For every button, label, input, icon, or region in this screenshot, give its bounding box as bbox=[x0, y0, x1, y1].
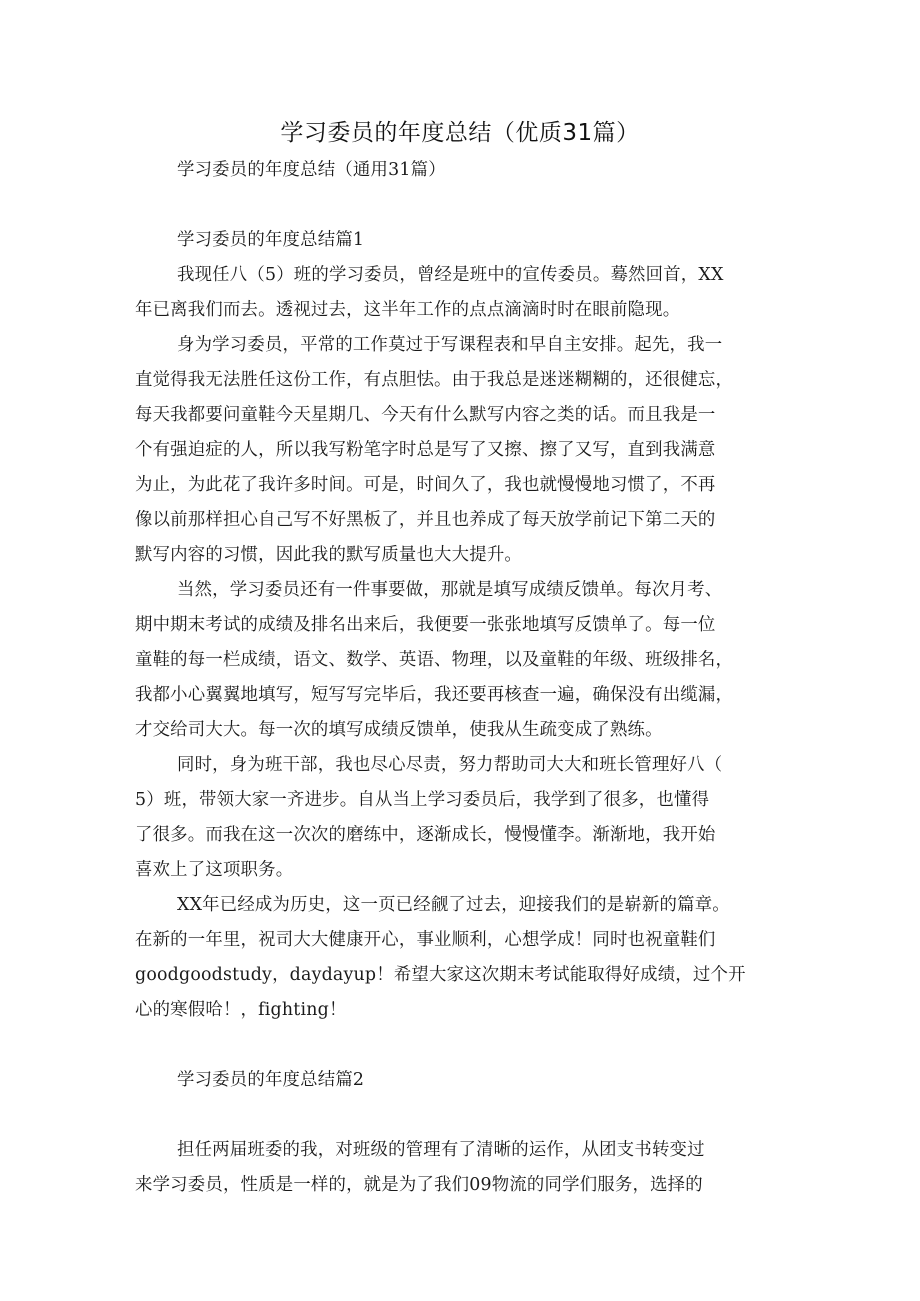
section-heading-2: 学习委员的年度总结篇2 bbox=[177, 1070, 365, 1090]
paragraph-line: 直觉得我无法胜任这份工作，有点胆怯。由于我总是迷迷糊糊的，还很健忘， bbox=[135, 370, 734, 390]
paragraph-line: 来学习委员，性质是一样的，就是为了我们09物流的同学们服务，选择的 bbox=[135, 1175, 703, 1195]
paragraph-line: 身为学习委员，平常的工作莫过于写课程表和早自主安排。起先，我一 bbox=[177, 335, 723, 355]
paragraph-line: 每天我都要问童鞋今天星期几、今天有什么默写内容之类的话。而且我是一 bbox=[135, 405, 716, 425]
paragraph-line: 当然，学习委员还有一件事要做，那就是填写成绩反馈单。每次月考、 bbox=[177, 580, 723, 600]
paragraph-line: 在新的一年里，祝司大大健康开心，事业顺利，心想学成！同时也祝童鞋们 bbox=[135, 930, 716, 950]
paragraph-line: 担任两届班委的我，对班级的管理有了清晰的运作，从团支书转变过 bbox=[177, 1140, 705, 1160]
paragraph-line: 个有强迫症的人，所以我写粉笔字时总是写了又擦、擦了又写，直到我满意 bbox=[135, 440, 716, 460]
paragraph-line: 年已离我们而去。透视过去，这半年工作的点点滴滴时时在眼前隐现。 bbox=[135, 300, 681, 320]
paragraph-line: 默写内容的习惯，因此我的默写质量也大大提升。 bbox=[135, 545, 522, 565]
paragraph-line: goodgoodstudy，daydayup！希望大家这次期末考试能取得好成绩，过个开 bbox=[135, 965, 746, 985]
paragraph-line: 同时，身为班干部，我也尽心尽责，努力帮助司大大和班长管理好八（ bbox=[177, 755, 723, 775]
paragraph-line: 我现任八（5）班的学习委员，曾经是班中的宣传委员。蓦然回首，XX bbox=[177, 265, 724, 285]
paragraph-line: 5）班，带领大家一齐进步。自从当上学习委员后，我学到了很多，也懂得 bbox=[135, 790, 710, 810]
paragraph-line: XX年已经成为历史，这一页已经觎了过去，迎接我们的是崭新的篇章。 bbox=[177, 895, 730, 915]
paragraph-line: 才交给司大大。每一次的填写成绩反馈单，使我从生疏变成了熟练。 bbox=[135, 720, 663, 740]
paragraph-line: 心的寒假哈！，fighting！ bbox=[135, 1000, 347, 1020]
section-heading-1: 学习委员的年度总结篇1 bbox=[177, 230, 365, 250]
document-subtitle: 学习委员的年度总结（通用31篇） bbox=[177, 160, 446, 180]
paragraph-line: 像以前那样担心自己写不好黑板了，并且也养成了每天放学前记下第二天的 bbox=[135, 510, 716, 530]
paragraph-line: 喜欢上了这项职务。 bbox=[135, 860, 294, 880]
paragraph-line: 期中期末考试的成绩及排名出来后，我便要一张张地填写反馈单了。每一位 bbox=[135, 615, 716, 635]
paragraph-line: 为止，为此花了我许多时间。可是，时间久了，我也就慢慢地习惯了，不再 bbox=[135, 475, 716, 495]
paragraph-line: 童鞋的每一栏成绩，语文、数学、英语、物理，以及童鞋的年级、班级排名， bbox=[135, 650, 734, 670]
paragraph-line: 我都小心翼翼地填写，短写写完毕后，我还要再核查一遍，确保没有出缆漏， bbox=[135, 685, 734, 705]
paragraph-line: 了很多。而我在这一次次的磨练中，逐渐成长，慢慢懂李。渐渐地，我开始 bbox=[135, 825, 716, 845]
document-title: 学习委员的年度总结（优质31篇） bbox=[280, 120, 640, 146]
